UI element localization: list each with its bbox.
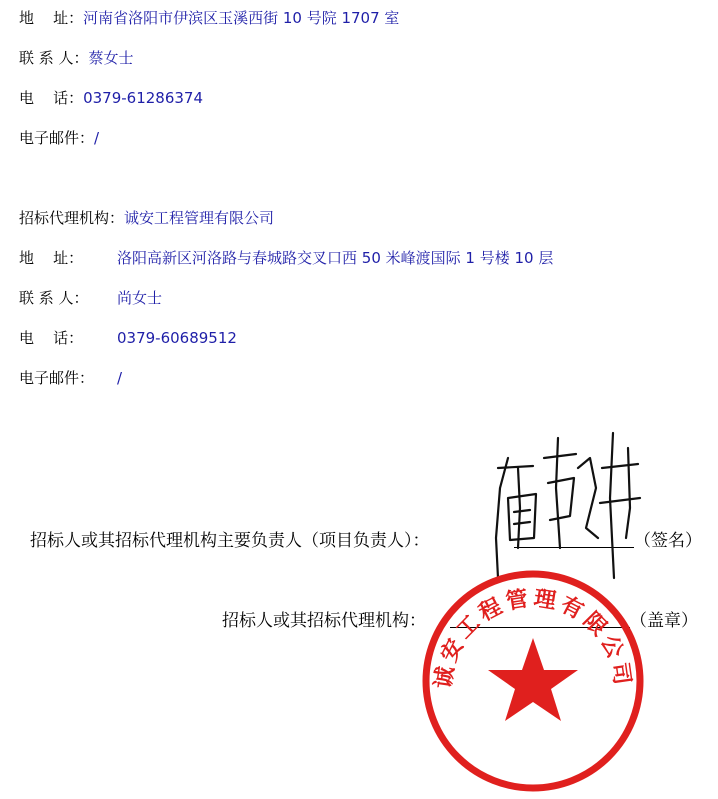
email-label: 电子邮件： — [19, 129, 95, 147]
agency-phone-value: 0379-60689512 — [117, 329, 237, 347]
agency-email-value: / — [117, 369, 123, 387]
agency-phone-row — [19, 326, 237, 350]
principal-signature-label: 招标人或其招标代理机构主要负责人（项目负责人）： — [30, 531, 430, 551]
email-label: 电子邮件： — [19, 369, 95, 387]
tenderer-email-value: / — [94, 129, 100, 147]
agency-contact-value: 尚女士 — [117, 289, 163, 307]
tenderer-contact-row — [19, 46, 134, 70]
phone-label: 电 话： — [19, 89, 84, 107]
tenderer-contact-value: 蔡女士 — [88, 49, 134, 67]
handwritten-signature — [478, 428, 658, 588]
seal-text: 诚安工程管理有限公司 — [430, 585, 636, 691]
contact-label: 联 系 人： — [19, 289, 89, 307]
tenderer-phone-row — [19, 86, 203, 110]
org-seal-label: 招标人或其招标代理机构： — [222, 611, 426, 631]
agency-address-row — [19, 246, 553, 270]
tenderer-address-value: 河南省洛阳市伊滨区玉溪西街 10 号院 1707 室 — [83, 9, 400, 27]
tenderer-phone-value: 0379-61286374 — [83, 89, 204, 107]
seal-star-icon — [488, 638, 578, 721]
agency-label: 招标代理机构： — [19, 209, 125, 227]
principal-signature-suffix: （签名） — [634, 531, 702, 551]
tenderer-address-row — [19, 6, 399, 30]
org-seal-suffix: （盖章） — [630, 611, 698, 631]
phone-label: 电 话： — [19, 329, 84, 347]
address-label: 地 址： — [19, 249, 84, 267]
address-label: 地 址： — [19, 9, 84, 27]
contact-label: 联 系 人： — [19, 49, 89, 67]
tenderer-email-row — [19, 126, 99, 150]
agency-name-value: 诚安工程管理有限公司 — [124, 209, 275, 227]
agency-name-row — [19, 206, 274, 230]
agency-contact-row — [19, 286, 162, 310]
agency-address-value: 洛阳高新区河洛路与春城路交叉口西 50 米峰渡国际 1 号楼 10 层 — [117, 249, 554, 267]
company-seal — [418, 566, 648, 796]
agency-email-row — [19, 366, 122, 390]
